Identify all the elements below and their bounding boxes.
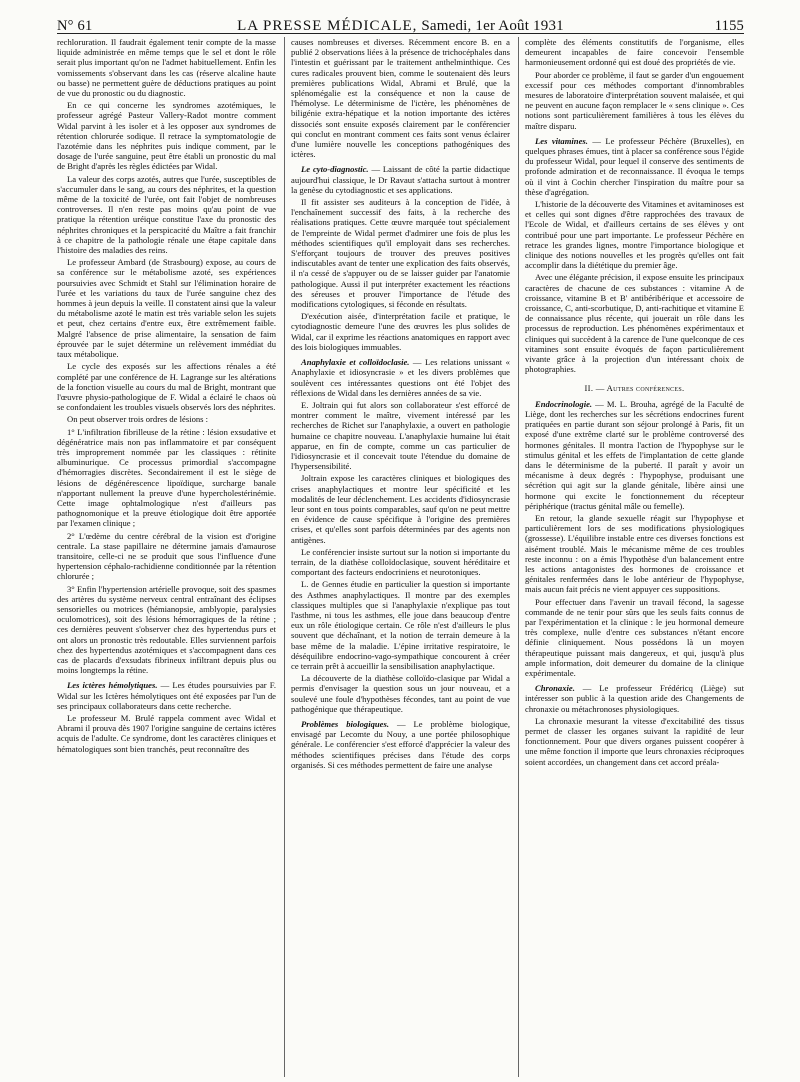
paragraph-text: — Les relations unissant « Anaphylaxie et idiosyncrasie » et les divers problèmes que soulèvent ces intéressantes questions ont été l'objet des réflexions de Widal dans les dernières années de sa vie. (291, 357, 510, 398)
paragraph: Il fit assister ses auditeurs à la conception de l'idée, à l'enchaînement successif des faits, à la recherche des réalisations pratiques. Cette œuvre marquée tout spécialement de l'empreinte de Widal permet d'admirer une fois de plus les méthodes scientifiques qu'il employait dans ses recherches. S'efforçant toujours de trouver des preuves positives indiscutables avant de tenter une explication des faits observés, il n'a cessé de s'appuyer ou de se laisser guider par l'anatomie pathologique. Aussi il put interpréter exactement les réactions des séreuses et prouver l'importance de l'étude des modifications cytologiques, si féconde en résultats. (291, 197, 510, 310)
paragraph-text: — Les études poursuivies par F. Widal sur les Ictères hémolytiques ont été exposées par l'un de ses principaux collaborateurs dans cette recherche. (57, 680, 276, 711)
section-heading: Les vitamines. (535, 135, 588, 146)
list-item: 1° L'infiltration fibrilleuse de la rétine : lésion exsudative et dégénératrice mais non pas inflammatoire et par conséquent très improprement nommée par les classiques : rétinite albuminurique. Ce processus primordial s'accompagne d'hémorragies discrètes. Secondairement il est le siège de lésions de dégénérescence lipoïdique, surcharge banale n'apportant nullement la preuve d'une hypercholestérinémie. Cette image ophtalmologique n'est d'ailleurs pas pathognomonique et la preuve étiologique doit être apportée par l'examen clinique ; (57, 426, 276, 529)
paragraph: E. Joltrain qui fut alors son collaborateur s'est efforcé de montrer comment le maître, vivement intéressé par les recherches de Richet sur l'anaphylaxie, a ouvert en pathologie humaine ce chapitre nouveau. L'anaphylaxie humaine lui était apparue, en fin de compte, comme un cas particulier de l'idiosyncrasie et il concevait toute l'étendue du domaine de l'hypersensibilité. (291, 399, 510, 472)
column-right (518, 37, 744, 1077)
paragraph: La valeur des corps azotés, autres que l'urée, susceptibles de s'accumuler dans le sang, au cours des néphrites, et la question même de la toxicité de l'urée, ont fait l'objet de nombreuses controverses. Il n'en reste pas moins qu'au point de vue pratique la rétention uréique constitue l'axe du pronostic des néphrites chroniques et la perspicacité du Maître a fait franchir à ce chapitre de la pathologie rénale une étape capitale dans l'histoire des maladies des reins. (57, 173, 276, 256)
list-item: 3° Enfin l'hypertension artérielle provoque, soit des spasmes des artères du système nerveux central entraînant des éclipses sensorielles ou motrices (hémianopsie, amblyopie, paralysies oculomotrices), soit des lésions hémorragiques de la rétine ; ces dernières peuvent s'observer chez des hypertendus purs et ont alors un pronostic très redoutable. Elles surviennent parfois chez des hypertendus azotémiques et s'accompagnent dans ces cas de placards d'exsudats fibrineux infiltrant depuis plus ou moins longtemps la rétine. (57, 583, 276, 676)
article-columns (57, 37, 744, 1077)
paragraph: La chronaxie mesurant la vitesse d'excitabilité des tissus permet de classer les organes suivant la rapidité de leur fonctionnement. Pour que divers organes puissent coopérer à une même fonction il importe que leurs chronaxies réciproques soient accordées, un changement dans cet accord préala- (525, 715, 744, 767)
issue-date: Samedi, 1er Août 1931 (421, 18, 564, 34)
paragraph: Joltrain expose les caractères cliniques et biologiques des crises anaphylactiques et montre leur spécificité et les modalités de leur déclenchement. Les accidents d'idiosyncrasie leur sont en tous points comparables, sauf qu'on ne peut mettre en évidence de cause spécifique à l'origine des premières crises, et qu'elles sont parfois déterminées par des agents non antigènes. (291, 473, 510, 545)
paragraph: En retour, la glande sexuelle réagit sur l'hypophyse et particulièrement lors de ses modifications physiologiques (grossesse). L'équilibre instable entre ces diverses fonctions est aisément troublé. Mais le mécanisme même de ces troubles reste inconnu : on a émis l'hypothèse d'un balancement entre les actions antagonistes des hormones de croissance et génitales renfermées dans le lobe antérieur de l'hypophyse, mais aucun fait précis ne vient appuyer ces suppositions. (525, 512, 744, 595)
paragraph: Le conférencier insiste surtout sur la notion si importante du terrain, de la diathèse colloïdoclasique, souvent héréditaire et comportant des facteurs endocriniens et neurotoniques. (291, 546, 510, 578)
section-paragraph (291, 357, 510, 398)
paragraph: Pour aborder ce problème, il faut se garder d'un engouement excessif pour ces méthodes comportant d'innombrables mesures de laboratoire d'interprétation souvent malaisée, et qui ne peuvent en aucune façon remplacer le « sens clinique ». Ces notions sont particulièrement familières à tous les élèves du maître disparu. (525, 69, 744, 131)
section-heading: Le cyto-diagnostic. (301, 164, 369, 175)
section-heading: Anaphylaxie et colloïdoclasie. (301, 357, 410, 368)
page-header (57, 0, 744, 34)
section-paragraph (291, 164, 510, 195)
paragraph: L'historie de la découverte des Vitamines et avitaminoses est et celles qui sont dignes d'être rapprochées des travaux de l'Ecole de Widal, et d'ailleurs certains de ses élèves y ont contribué pour une part importante. Le professeur Péchère en retrace les grandes lignes, montre l'importance biologique et clinique des notions nouvelles et les progrès qu'elles ont fait accomplir dans la diététique du premier âge. (525, 199, 744, 271)
paragraph: Le professeur Ambard (de Strasbourg) expose, au cours de sa conférence sur le métabolisme azoté, ses expériences poursuivies avec Schmidt et Stahl sur l'élimination horaire de l'urée et les variations du taux de l'urée sanguine chez des hommes à jeun depuis la veille. Il constatent ainsi que la valeur du métabolisme azoté le matin est très variable selon les sujets et peut, chez certains d'entre eux, être extrêmement faible. Malgré l'absence de prise alimentaire, la sensation de faim éprouvée par le sujet détermine un relèvement immédiat du taux métabolique. (57, 257, 276, 360)
paragraph: rechloruration. Il faudrait également tenir compte de la masse liquide administrée en même temps que le sel et dont le rôle serait plus important qu'on ne l'admet habituellement. Enfin les vomissements s'observant dans les cas (réserve alcaline haute ou basse) ne permettent guère de déductions pratiques au point de vue du pronostic ou du diagnostic. (57, 37, 276, 99)
paragraph-text: — Le problème biologique, envisagé par Lecomte du Nouy, a une portée philosophique générale. Le conférencier s'est efforcé d'apprécier la valeur des méthodes scientifiques précises dans l'étude des corps organisés. Si ces méthodes permettent de faire une analyse (291, 719, 510, 770)
column-middle (284, 37, 510, 1077)
section-heading: Problèmes biologiques. (301, 719, 389, 729)
paragraph-text: — Laissant de côté la partie didactique aujourd'hui classique, le Dr Ravaut s'attacha surtout à montrer la genèse du cytodiagnostic et ses applications. (291, 164, 510, 195)
section-heading: Chronaxie. (535, 683, 575, 694)
paragraph: L. de Gennes étudie en particulier la question si importante des Asthmes anaphylactiques. Il montre par des exemples classiques multiples que si l'anaphylaxie n'explique pas tout l'asthme, ni tous les asthmes, elle joue dans beaucoup d'entre eux un rôle étiologique certain. Ce rôle n'est d'ailleurs le plus souvent que déchaînant, et la notion de terrain demeure à la base même de la maladie. L'épine irritative respiratoire, le déséquilibre endocrino-vago-sympathique concourent à créer ce terrain prêt à accueillir la sensibilisation anaphylactique. (291, 579, 510, 671)
paragraph: On peut observer trois ordres de lésions : (67, 414, 209, 425)
paragraph: Avec une élégante précision, il expose ensuite les principaux caractères de chacune de ces substances : vitamine A de croissance, vitamine B et B' antibéribérique et accessoire de croissance, C, anti-scorbutique, D, anti-rachitique et vitamine E de connaissance plus récente, qui jouerait un rôle dans les processus de reproduction. Les phénomènes expérimentaux et cliniques qui succèdent à la carence de l'une quelconque de ces vitamines sont ensuite évoqués de façon particulièrement vivante grâce à la projection d'un intéressant choix de photographies. (525, 272, 744, 375)
paragraph-text: — Le professeur Frédéricq (Liège) sut intéresser son public à la question aride des Changements de chronaxie ou métachronoses physiologiques. (525, 683, 744, 714)
paragraph: complète des éléments constitutifs de l'organisme, elles demeurent incapables de faire concevoir l'ensemble harmonieusement ordonné qui est doué des propriétés de vie. (525, 37, 744, 68)
paragraph: Pour effectuer dans l'avenir un travail fécond, la sagesse commande de ne tenir pour sûrs que les seuls faits connus de par l'expérimentation et la clinique : le jeu hormonal demeure très complexe, nulle d'entre ces substances n'étant encore définie cliniquement. Nous possédons là un moyen thérapeutique puissant mais dangereux, et qui, jusqu'à plus ample information, doit demeurer du domaine de la clinique expérimentale. (525, 596, 744, 678)
section-paragraph (525, 683, 744, 714)
paragraph: La découverte de la diathèse colloïdo-clasique par Widal a permis d'envisager la question sous un jour nouveau, et a soulevé une foule d'hypothèses fécondes, tant au point de vue pathogénique que thérapeutique. (291, 673, 510, 714)
paragraph: En ce qui concerne les syndromes azotémiques, le professeur agrégé Pasteur Vallery-Radot montre comment Widal parvint à les isoler et à les opposer aux syndromes de rétention chlorurée sodique. Il retrace la symptomatologie de l'azotémie dans les néphrites puis indique comment, par le dosage de l'urée sanguine, peut être établi un pronostic du mal de Bright d'après les règles édictées par Widal. (57, 100, 276, 172)
paragraph: Le professeur M. Brulé rappela comment avec Widal et Abrami il prouva dès 1907 l'origine sanguine de certains ictères acquis de l'adulte. Ce syndrome, dont les caractères cliniques et hématologiques sont bien tranchés, peut reconnaître des (57, 713, 276, 754)
issue-number: N° 61 (57, 18, 93, 34)
column-left (57, 37, 276, 1077)
publication-name: LA PRESSE MÉDICALE, (237, 18, 418, 34)
paragraph-text: — Le professeur Péchère (Bruxelles), en quelques phrases émues, tint à placer sa conférence sous l'égide du professeur Widal, pour lequel il conserve des sentiments de profonde admiration et de reconnaissance. Il évoqua le temps où il vint à Cochin chercher l'inspiration du maître pour sa thèse d'agrégation. (525, 135, 744, 197)
section-paragraph (57, 680, 276, 711)
list-item: 2° L'œdème du centre cérébral de la vision est d'origine centrale. La stase papillaire ne détermine jamais d'amaurose transitoire, celle-ci ne se produit que sous l'influence d'une hypertension céphalo-rachidienne conditionnée par la rétention chlorurée ; (57, 530, 276, 582)
section-heading: Les ictères hémolytiques. (67, 680, 158, 691)
section-heading: Endocrinologie. (535, 398, 593, 409)
paragraph: Le cycle des exposés sur les affections rénales a été complété par une conférence de H. Lagrange sur les altérations de la fonction visuelle au cours du mal de Bright, montrant que l'œuvre physio-pathologique de F. Widal a éclairé le chaos où se confondaient les troubles visuels observés lors des néphrites. (57, 361, 276, 413)
section-paragraph (291, 719, 510, 770)
page-number: 1155 (714, 18, 744, 34)
paragraph: causes nombreuses et diverses. Récemment encore B. en a publié 2 observations liées à la présence de trichocéphales dans l'intestin et guérissant par le traitement anthelminthique. Ces cures radicales prouvent bien, comme le soutenaient dès leurs premières publications Widal, Abrami et Brulé, que la splénomégalie est la conséquence et non la cause de l'hémolyse. Le déterminisme de l'ictère, les phénomènes de biligénie extra-hépatique et la notion importante des ictères dissociés sont ensuite exposés clairement par le conférencier qui conclut en montrant comment ces faits sont venus éclairer d'une lumière nouvelle les conceptions pathogéniques des ictères. (291, 37, 510, 160)
section-paragraph (525, 399, 744, 511)
paragraph: D'exécution aisée, d'interprétation facile et pratique, le cytodiagnostic demeure l'une des œuvres les plus solides de Widal, car il exprime les réactions anatomiques en rapport avec des lois biologiques immuables. (291, 311, 510, 352)
section-paragraph (525, 136, 744, 197)
running-title (137, 18, 664, 35)
section-title: II. — Autres conférences. (584, 382, 685, 393)
paragraph-text: — M. L. Brouha, agrégé de la Faculté de Liège, dont les recherches sur les sécrétions endocrines furent pratiquées en partie durant son séjour prolongé à Paris, fit un exposé d'une extrême clarté sur le problème controversé des hormones génitales. Il montra l'action de l'hypophyse sur le stimulus génital et les effets de l'implantation de cette glande dans le déterminisme de la puberté. Il paraît y avoir un mécanisme à deux degrés : l'hypophyse, produisant une sécrétion qui agit sur la glande génitale, libère ainsi une hormone qui excite le fonctionnement du récepteur périphérique (tractus génital mâle ou femelle). (525, 398, 744, 511)
